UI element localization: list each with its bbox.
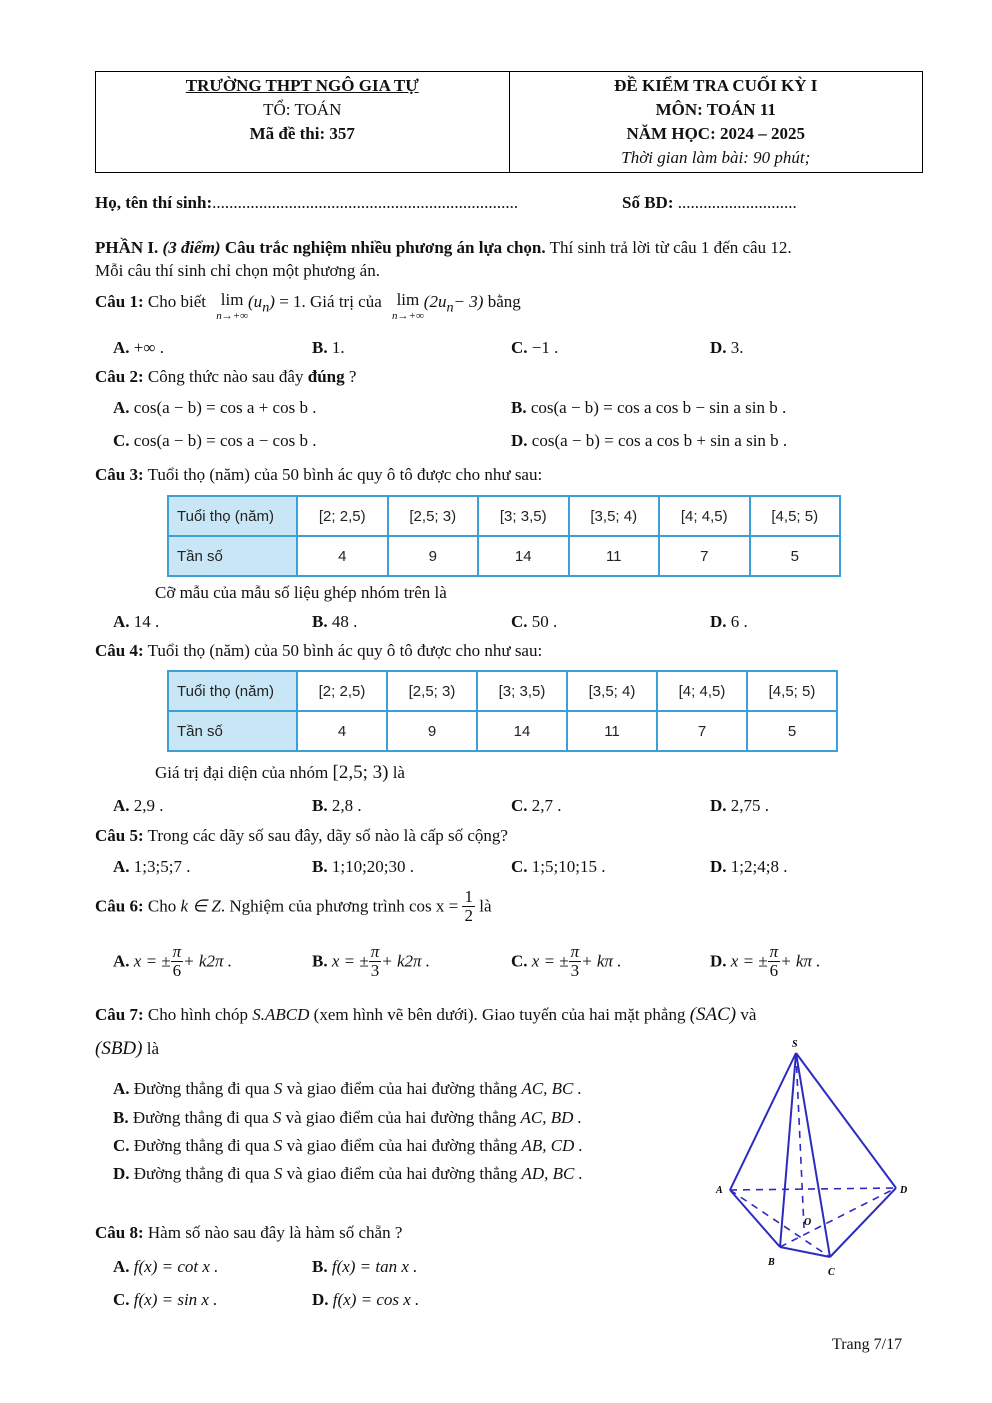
option-fraction (171, 943, 184, 980)
option-text: f(x) = sin x . (133, 1290, 218, 1309)
table-cell: 14 (477, 711, 567, 751)
option-text: +∞ . (133, 338, 164, 357)
q5-option-b[interactable] (312, 857, 414, 877)
option-text: x = ± (331, 951, 369, 971)
option-lines: AC, BC . (521, 1079, 582, 1098)
option-text: 1;10;20;30 . (331, 857, 415, 876)
q1-expr2-n: n (446, 299, 454, 316)
q7-option-d[interactable] (113, 1164, 583, 1184)
frac-num: π (769, 942, 779, 961)
option-letter: A. (113, 857, 130, 876)
q6-text-2: . Nghiệm của phương trình (220, 896, 405, 916)
part1-points: (3 điểm) (162, 238, 221, 257)
q8-option-a[interactable] (113, 1257, 218, 1277)
q6-option-b[interactable] (312, 943, 430, 980)
page-number: Trang 7/17 (832, 1336, 903, 1353)
q6-text-3: là (479, 896, 492, 916)
q5-option-d[interactable] (710, 857, 787, 877)
option-letter: B. (312, 796, 328, 815)
option-text: Đường thẳng đi qua (133, 1079, 270, 1098)
option-letter: B. (312, 612, 328, 631)
option-letter: C. (113, 1136, 130, 1155)
option-text: 48 . (331, 612, 358, 631)
table-cell: 5 (747, 711, 837, 751)
q4-label: Câu 4: (95, 641, 144, 660)
table-row (168, 711, 837, 751)
q6-cond: k ∈ Z (180, 896, 221, 916)
question-7-cont (95, 1038, 159, 1060)
question-4 (95, 641, 542, 661)
option-letter: C. (511, 612, 528, 631)
school-info (96, 72, 509, 172)
department: TỔ: TOÁN (263, 100, 342, 119)
option-letter: A. (113, 951, 130, 971)
q4-end: là (392, 763, 405, 782)
option-letter: D. (312, 1290, 329, 1309)
q8-text: Hàm số nào sau đây là hàm số chẵn ? (147, 1223, 403, 1242)
table-cell: [3,5; 4) (567, 671, 657, 711)
frac-den: 6 (172, 961, 182, 980)
q1-lim2-word: lim (396, 290, 420, 309)
table-cell: 7 (659, 536, 750, 576)
q6-option-d[interactable] (710, 943, 820, 980)
q3-label: Câu 3: (95, 465, 144, 484)
question-5 (95, 826, 508, 846)
option-text: 2,75 . (730, 796, 770, 815)
option-letter: B. (312, 1257, 328, 1276)
option-tail: + kπ . (780, 951, 821, 971)
option-text-2: và giao điểm của hai đường thẳng (286, 1079, 518, 1098)
option-letter: B. (312, 338, 328, 357)
q8-option-c[interactable] (113, 1290, 217, 1310)
table-cell: [2; 2,5) (297, 671, 387, 711)
option-text: 50 . (531, 612, 558, 631)
frac-num: π (370, 942, 380, 961)
sbd-dots: ............................ (677, 193, 797, 212)
label-S: S (792, 1039, 798, 1050)
q6-text-1: Cho (147, 896, 177, 916)
q4-frequency-table (167, 670, 838, 752)
q1-label: Câu 1: (95, 292, 144, 311)
option-text: 6 . (730, 612, 748, 631)
edge-BC (780, 1247, 830, 1257)
option-fraction (768, 943, 781, 980)
q6-fraction (462, 888, 475, 925)
edge-CD (830, 1188, 896, 1257)
option-letter: D. (710, 951, 727, 971)
exam-duration: Thời gian làm bài: 90 phút; (621, 148, 811, 167)
option-letter: A. (113, 1257, 130, 1276)
option-letter: D. (511, 431, 528, 450)
diag-BD (780, 1188, 896, 1247)
option-letter: C. (113, 431, 130, 450)
frac-den: 2 (464, 906, 473, 925)
q3-text: Tuổi thọ (năm) của 50 bình ác quy ô tô được cho như sau: (147, 465, 543, 484)
q6-eq: cos x = (408, 896, 459, 916)
option-letter: D. (710, 612, 727, 631)
q6-option-c[interactable] (511, 943, 621, 980)
option-point: S (272, 1108, 282, 1127)
option-tail: + k2π . (183, 951, 232, 971)
frac-den: 3 (570, 961, 580, 980)
q7-plane-1: (SAC) (689, 1004, 737, 1025)
sbd-line (622, 193, 797, 213)
option-lines: AB, CD . (521, 1136, 583, 1155)
table-header-cell: Tuổi thọ (năm) (168, 496, 297, 536)
option-lines: AC, BD . (520, 1108, 582, 1127)
option-letter: A. (113, 338, 130, 357)
q2-option-c[interactable] (113, 431, 316, 451)
option-text: 1;3;5;7 . (133, 857, 191, 876)
option-text: Đường thẳng đi qua (133, 1136, 270, 1155)
option-text: cos(a − b) = cos a cos b − sin a sin b . (530, 398, 787, 417)
table-header-cell: Tần số (168, 536, 297, 576)
q8-option-d[interactable] (312, 1290, 419, 1310)
question-6 (95, 888, 492, 925)
option-letter: B. (312, 857, 328, 876)
option-text: cos(a − b) = cos a + cos b . (133, 398, 317, 417)
exam-title: ĐỀ KIỂM TRA CUỐI KỲ I (614, 76, 818, 95)
q5-text: Trong các dãy số sau đây, dãy số nào là cấp số cộng? (147, 826, 508, 845)
option-text: 14 . (133, 612, 160, 631)
option-letter: A. (113, 1079, 130, 1098)
table-row (168, 496, 840, 536)
option-text: x = ± (133, 951, 171, 971)
edge-SD (796, 1053, 896, 1188)
option-text: Đường thẳng đi qua (132, 1108, 269, 1127)
option-text: f(x) = cot x . (133, 1257, 219, 1276)
frac-den: 3 (370, 961, 380, 980)
question-7 (95, 1004, 756, 1026)
q7-text-4: là (146, 1039, 160, 1058)
student-name-line (95, 193, 518, 213)
q7-text-2: (xem hình vẽ bên dưới). Giao tuyến của hai mặt phẳng (313, 1005, 686, 1024)
q7-option-c[interactable] (113, 1136, 583, 1156)
option-letter: B. (113, 1108, 129, 1127)
table-cell: [2,5; 3) (388, 496, 479, 536)
q1-lim-2 (392, 292, 424, 324)
q1-expr1-n: n (262, 299, 270, 316)
q1-expr2-a: (2u (423, 292, 447, 311)
option-text-2: và giao điểm của hai đường thẳng (285, 1108, 517, 1127)
table-cell: 9 (388, 536, 479, 576)
option-fraction (369, 943, 382, 980)
table-row (168, 671, 837, 711)
label-D: D (900, 1185, 908, 1196)
table-cell: 9 (387, 711, 477, 751)
q3-option-b[interactable] (312, 612, 357, 632)
q7-label: Câu 7: (95, 1005, 144, 1024)
q1-expr2-c: − 3) (453, 292, 484, 311)
q4-text: Tuổi thọ (năm) của 50 bình ác quy ô tô được cho như sau: (147, 641, 543, 660)
option-letter: A. (113, 398, 130, 417)
table-cell: 7 (657, 711, 747, 751)
q3-option-c[interactable] (511, 612, 557, 632)
part1-title: PHẦN I. (95, 238, 159, 257)
option-text: 1;2;4;8 . (730, 857, 788, 876)
q1-text-2: = 1. Giá trị của (279, 292, 382, 311)
q7-object: S.ABCD (252, 1005, 310, 1024)
frac-num: 1 (464, 887, 473, 906)
part1-rest: Thí sinh trả lời từ câu 1 đến câu 12. (549, 238, 792, 257)
q6-label: Câu 6: (95, 896, 144, 916)
q1-option-a[interactable] (113, 338, 164, 358)
student-name-dots: ........................................................................ (212, 193, 519, 212)
table-cell: [4; 4,5) (657, 671, 747, 711)
option-point: S (273, 1136, 283, 1155)
q2-option-b[interactable] (511, 398, 786, 418)
option-text: x = ± (531, 951, 569, 971)
question-1 (95, 292, 521, 324)
q4-option-a[interactable] (113, 796, 164, 816)
table-cell: [4; 4,5) (659, 496, 750, 536)
option-letter: B. (312, 951, 328, 971)
edge-AD (730, 1188, 896, 1190)
q4-option-c[interactable] (511, 796, 562, 816)
q7-plane-2: (SBD) (95, 1038, 143, 1059)
option-letter: D. (710, 796, 727, 815)
option-text: 2,7 . (531, 796, 562, 815)
q7-option-a[interactable] (113, 1079, 582, 1099)
option-letter: A. (113, 796, 130, 815)
student-name-label: Họ, tên thí sinh: (95, 193, 213, 212)
option-text: Đường thẳng đi qua (133, 1164, 270, 1183)
label-O: O (804, 1217, 812, 1228)
q1-text-1: Cho biết (147, 292, 206, 311)
option-text: 2,8 . (331, 796, 362, 815)
table-cell: 11 (567, 711, 657, 751)
option-text: x = ± (730, 951, 768, 971)
q5-option-c[interactable] (511, 857, 605, 877)
q8-option-b[interactable] (312, 1257, 417, 1277)
q3-question-text: Cỡ mẫu của mẫu số liệu ghép nhóm trên là (155, 583, 447, 602)
q5-option-a[interactable] (113, 857, 190, 877)
question-3 (95, 465, 542, 485)
option-letter: C. (511, 951, 528, 971)
option-text: cos(a − b) = cos a − cos b . (133, 431, 317, 450)
q4-group: [2,5; 3) (332, 762, 389, 783)
option-text: f(x) = cos x . (332, 1290, 420, 1309)
frac-den: 6 (769, 961, 779, 980)
question-2 (95, 367, 356, 387)
option-letter: D. (710, 338, 727, 357)
option-letter: B. (511, 398, 527, 417)
label-B: B (768, 1257, 775, 1268)
table-header-cell: Tần số (168, 711, 297, 751)
option-text: 1. (331, 338, 345, 357)
option-text: 3. (730, 338, 744, 357)
option-tail: + kπ . (581, 951, 622, 971)
q6-option-a[interactable] (113, 943, 232, 980)
q5-label: Câu 5: (95, 826, 144, 845)
q1-lim-word: lim (220, 290, 244, 309)
table-cell: [2; 2,5) (297, 496, 388, 536)
q1-expr1-c: ) (269, 292, 275, 311)
q4-option-d[interactable] (710, 796, 769, 816)
sbd-label: Số BD: (622, 193, 674, 212)
q2-option-a[interactable] (113, 398, 316, 418)
q2-text: Công thức nào sau đây (147, 367, 304, 386)
q8-label: Câu 8: (95, 1223, 144, 1242)
option-text-2: và giao điểm của hai đường thẳng (286, 1164, 518, 1183)
q1-option-b[interactable] (312, 338, 345, 358)
q7-option-b[interactable] (113, 1108, 582, 1128)
table-cell: 5 (750, 536, 841, 576)
option-letter: C. (511, 857, 528, 876)
q1-expr-2 (423, 292, 484, 316)
q1-expr-1 (248, 292, 275, 316)
table-cell: [4,5; 5) (750, 496, 841, 536)
option-letter: C. (113, 1290, 130, 1309)
q2-end: ? (348, 367, 357, 386)
q2-option-d[interactable] (511, 431, 787, 451)
edge-AB (730, 1190, 780, 1247)
option-point: S (273, 1164, 283, 1183)
q3-option-a[interactable] (113, 612, 159, 632)
frac-num: π (172, 942, 182, 961)
exam-code: Mã đề thi: 357 (249, 124, 355, 143)
table-cell: 4 (297, 536, 388, 576)
option-letter: A. (113, 612, 130, 631)
q1-lim-sub: n→+∞ (216, 310, 249, 322)
q1-lim2-sub: n→+∞ (392, 310, 424, 322)
option-text: −1 . (531, 338, 559, 357)
q1-option-d[interactable] (710, 338, 744, 358)
option-text: 2,9 . (133, 796, 164, 815)
school-year: NĂM HỌC: 2024 – 2025 (626, 124, 805, 143)
exam-subject: MÔN: TOÁN 11 (655, 100, 776, 119)
q1-text-3: bằng (487, 292, 521, 311)
q2-bold: đúng (307, 367, 345, 386)
table-cell: [3; 3,5) (478, 496, 569, 536)
q3-frequency-table (167, 495, 841, 577)
option-letter: D. (113, 1164, 130, 1183)
q1-lim-1 (216, 292, 248, 324)
frac-num: π (570, 942, 580, 961)
table-row (168, 536, 840, 576)
q4-question-text (155, 762, 405, 784)
table-cell: [3,5; 4) (569, 496, 660, 536)
q7-text-1: Cho hình chóp (147, 1005, 249, 1024)
part1-instruction: Câu trắc nghiệm nhiều phương án lựa chọn. (224, 238, 546, 257)
label-C: C (828, 1267, 835, 1278)
option-fraction (569, 943, 582, 980)
q3-option-d[interactable] (710, 612, 748, 632)
exam-info (509, 72, 923, 172)
option-text: 1;5;10;15 . (531, 857, 606, 876)
q1-option-c[interactable] (511, 338, 558, 358)
pyramid-figure (700, 1035, 930, 1285)
q2-label: Câu 2: (95, 367, 144, 386)
edge-SC (796, 1053, 830, 1257)
option-letter: C. (511, 796, 528, 815)
option-text-2: và giao điểm của hai đường thẳng (286, 1136, 518, 1155)
table-cell: 14 (478, 536, 569, 576)
table-cell: [3; 3,5) (477, 671, 567, 711)
q1-expr1-a: (u (248, 292, 263, 311)
label-A: A (716, 1185, 723, 1196)
table-cell: 4 (297, 711, 387, 751)
exam-header (95, 71, 923, 173)
option-lines: AD, BC . (521, 1164, 583, 1183)
option-letter: D. (710, 857, 727, 876)
part1-line2: Mỗi câu thí sinh chỉ chọn một phương án. (95, 261, 380, 280)
table-cell: [4,5; 5) (747, 671, 837, 711)
school-name: TRƯỜNG THPT NGÔ GIA TỰ (185, 76, 419, 95)
option-tail: + k2π . (381, 951, 431, 971)
table-header-cell: Tuổi thọ (năm) (168, 671, 297, 711)
q4-option-b[interactable] (312, 796, 362, 816)
option-letter: C. (511, 338, 528, 357)
option-text: cos(a − b) = cos a cos b + sin a sin b . (531, 431, 788, 450)
part1-heading (95, 238, 792, 258)
question-8 (95, 1223, 402, 1243)
option-text: f(x) = tan x . (331, 1257, 418, 1276)
table-cell: 11 (569, 536, 660, 576)
option-point: S (273, 1079, 283, 1098)
q4-after: Giá trị đại diện của nhóm (155, 763, 329, 782)
table-cell: [2,5; 3) (387, 671, 477, 711)
q7-text-3: và (740, 1005, 757, 1024)
